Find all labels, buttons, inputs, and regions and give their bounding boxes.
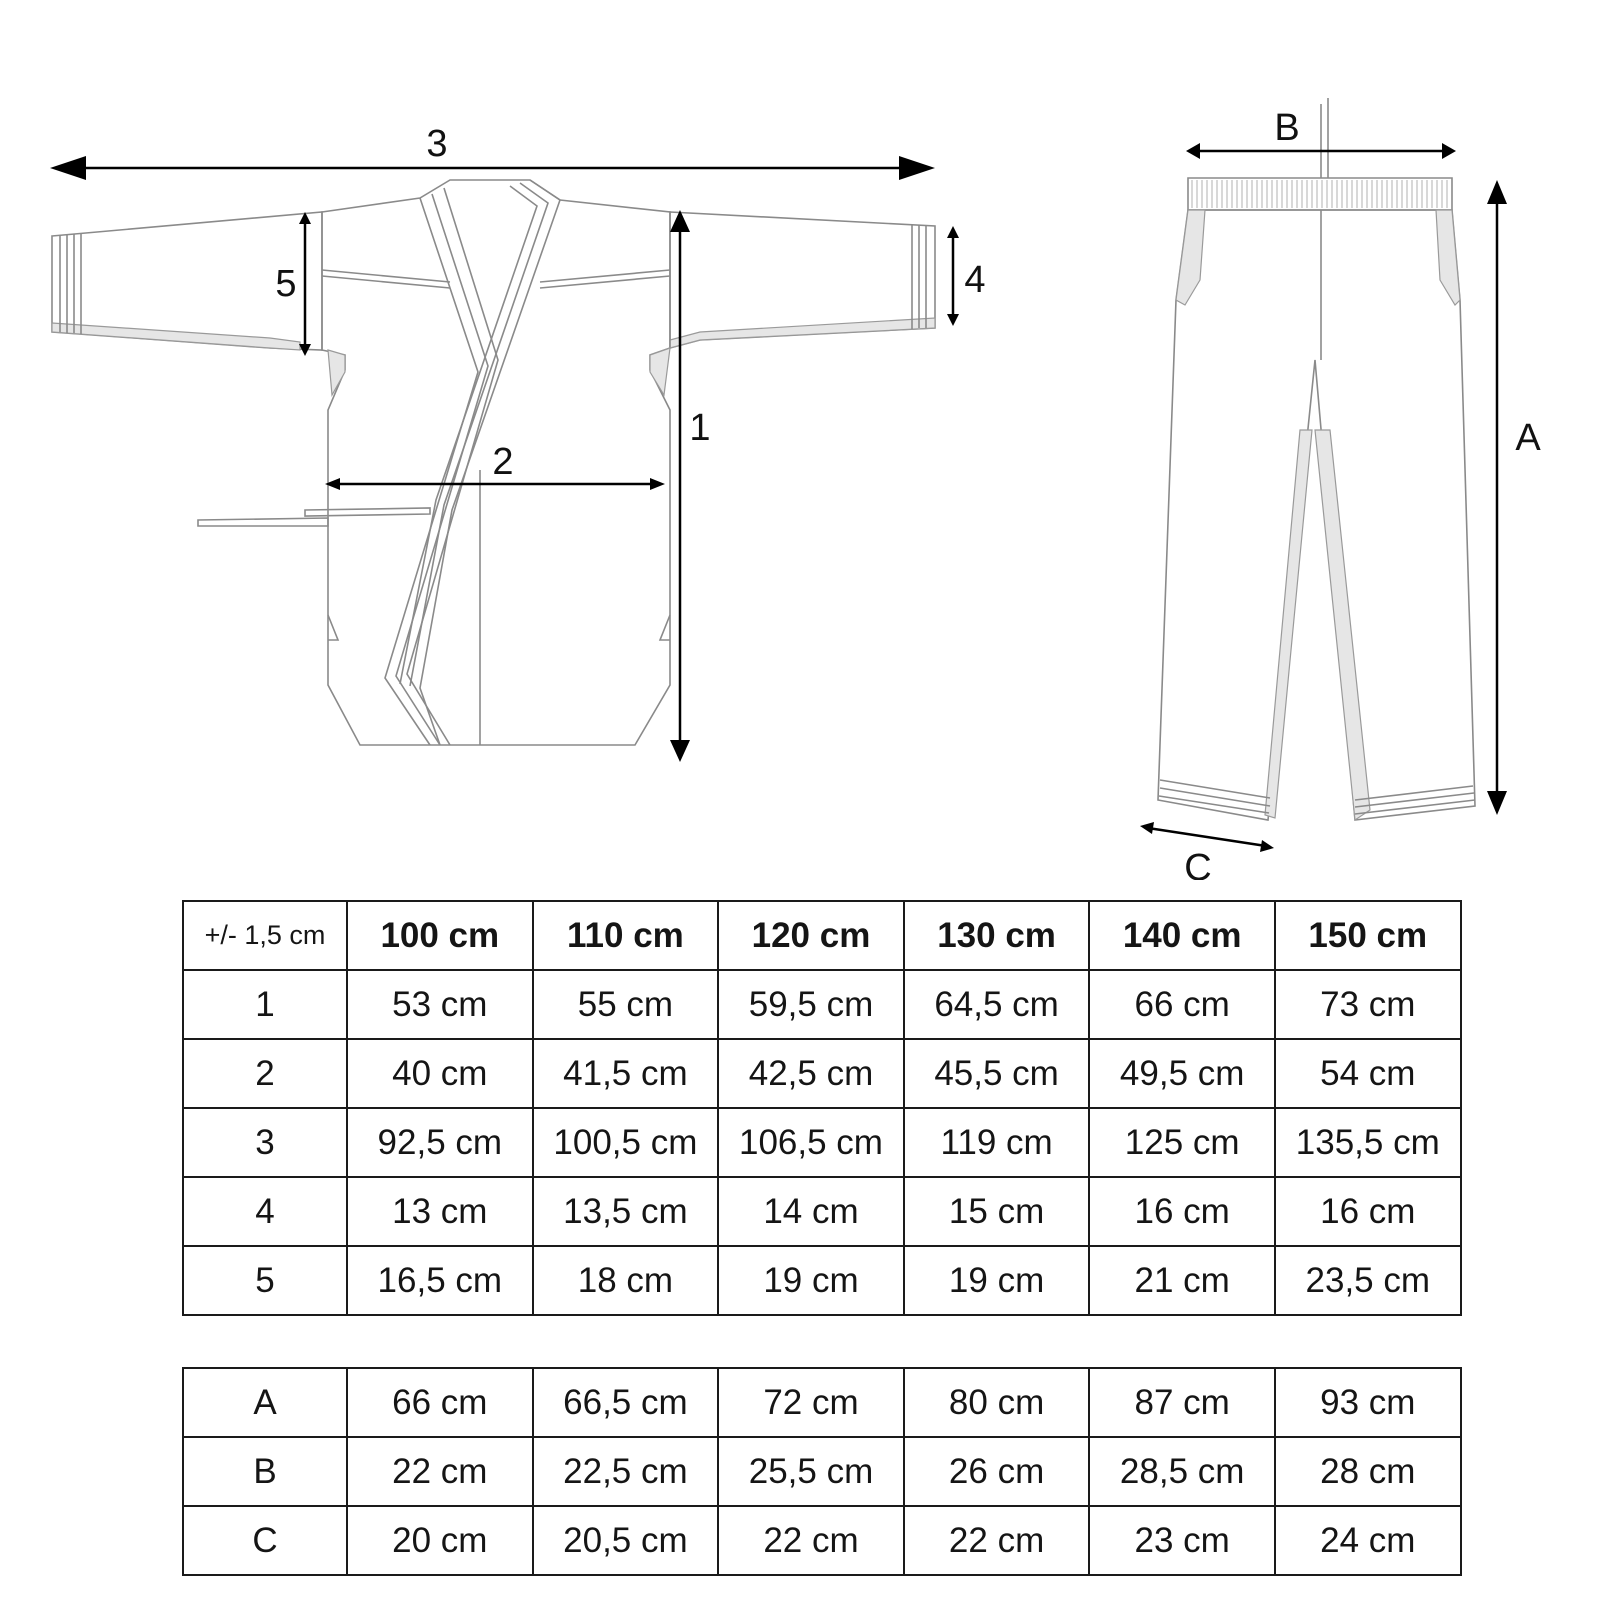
table-cell: 106,5 cm	[718, 1108, 904, 1177]
pants-drawing	[1158, 98, 1475, 820]
table-cell: 66 cm	[1089, 970, 1275, 1039]
table-cell: 20,5 cm	[533, 1506, 719, 1575]
row-label: 1	[183, 970, 347, 1039]
dimension-3-label: 3	[426, 123, 448, 165]
table-cell: 22 cm	[347, 1437, 533, 1506]
table-cell: 23 cm	[1089, 1506, 1275, 1575]
table-row	[183, 1108, 1461, 1177]
row-label: A	[183, 1368, 347, 1437]
table-cell: 16,5 cm	[347, 1246, 533, 1315]
pants-size-table	[182, 1367, 1462, 1576]
tolerance-cell: +/- 1,5 cm	[183, 901, 347, 970]
table-cell: 22,5 cm	[533, 1437, 719, 1506]
size-header: 100 cm	[347, 901, 533, 970]
dimension-4-arrow	[947, 226, 959, 326]
size-header-row	[183, 901, 1461, 970]
size-header: 130 cm	[904, 901, 1090, 970]
table-cell: 40 cm	[347, 1039, 533, 1108]
table-cell: 23,5 cm	[1275, 1246, 1461, 1315]
size-header: 150 cm	[1275, 901, 1461, 970]
table-cell: 42,5 cm	[718, 1039, 904, 1108]
dimension-c-label: C	[1184, 847, 1212, 880]
table-cell: 22 cm	[718, 1506, 904, 1575]
row-label: 4	[183, 1177, 347, 1246]
table-cell: 20 cm	[347, 1506, 533, 1575]
row-label: 5	[183, 1246, 347, 1315]
dimension-5-label: 5	[275, 263, 297, 305]
table-cell: 53 cm	[347, 970, 533, 1039]
dimension-4-label: 4	[964, 259, 986, 301]
table-row	[183, 970, 1461, 1039]
row-label: B	[183, 1437, 347, 1506]
table-cell: 92,5 cm	[347, 1108, 533, 1177]
table-cell: 119 cm	[904, 1108, 1090, 1177]
table-cell: 14 cm	[718, 1177, 904, 1246]
table-cell: 13 cm	[347, 1177, 533, 1246]
dimension-3-arrow	[50, 156, 935, 180]
dimension-a-arrow	[1487, 180, 1507, 815]
table-cell: 54 cm	[1275, 1039, 1461, 1108]
size-header: 140 cm	[1089, 901, 1275, 970]
dimension-1-arrow	[670, 210, 690, 762]
table-cell: 125 cm	[1089, 1108, 1275, 1177]
table-row	[183, 1039, 1461, 1108]
table-cell: 16 cm	[1275, 1177, 1461, 1246]
table-cell: 19 cm	[718, 1246, 904, 1315]
dimension-5-arrow	[299, 212, 311, 356]
table-cell: 26 cm	[904, 1437, 1090, 1506]
table-cell: 87 cm	[1089, 1368, 1275, 1437]
table-cell: 64,5 cm	[904, 970, 1090, 1039]
table-cell: 55 cm	[533, 970, 719, 1039]
dimension-b-label: B	[1274, 107, 1300, 149]
table-cell: 19 cm	[904, 1246, 1090, 1315]
table-cell: 49,5 cm	[1089, 1039, 1275, 1108]
table-cell: 93 cm	[1275, 1368, 1461, 1437]
table-cell: 16 cm	[1089, 1177, 1275, 1246]
row-label: C	[183, 1506, 347, 1575]
table-cell: 100,5 cm	[533, 1108, 719, 1177]
table-cell: 15 cm	[904, 1177, 1090, 1246]
table-cell: 66 cm	[347, 1368, 533, 1437]
table-row	[183, 1368, 1461, 1437]
size-header: 120 cm	[718, 901, 904, 970]
table-cell: 25,5 cm	[718, 1437, 904, 1506]
table-cell: 41,5 cm	[533, 1039, 719, 1108]
dimension-2-label: 2	[492, 441, 514, 483]
jacket-size-table	[182, 900, 1462, 1316]
table-cell: 66,5 cm	[533, 1368, 719, 1437]
table-cell: 72 cm	[718, 1368, 904, 1437]
table-cell: 28,5 cm	[1089, 1437, 1275, 1506]
table-cell: 135,5 cm	[1275, 1108, 1461, 1177]
table-cell: 13,5 cm	[533, 1177, 719, 1246]
table-row	[183, 1246, 1461, 1315]
table-cell: 22 cm	[904, 1506, 1090, 1575]
table-cell: 59,5 cm	[718, 970, 904, 1039]
table-cell: 18 cm	[533, 1246, 719, 1315]
table-cell: 21 cm	[1089, 1246, 1275, 1315]
table-cell: 45,5 cm	[904, 1039, 1090, 1108]
table-cell: 24 cm	[1275, 1506, 1461, 1575]
row-label: 2	[183, 1039, 347, 1108]
table-cell: 80 cm	[904, 1368, 1090, 1437]
size-header: 110 cm	[533, 901, 719, 970]
table-row	[183, 1177, 1461, 1246]
table-cell: 73 cm	[1275, 970, 1461, 1039]
dimension-1-label: 1	[689, 407, 711, 449]
table-row	[183, 1506, 1461, 1575]
table-cell: 28 cm	[1275, 1437, 1461, 1506]
dimension-a-label: A	[1515, 417, 1541, 459]
table-row	[183, 1437, 1461, 1506]
row-label: 3	[183, 1108, 347, 1177]
